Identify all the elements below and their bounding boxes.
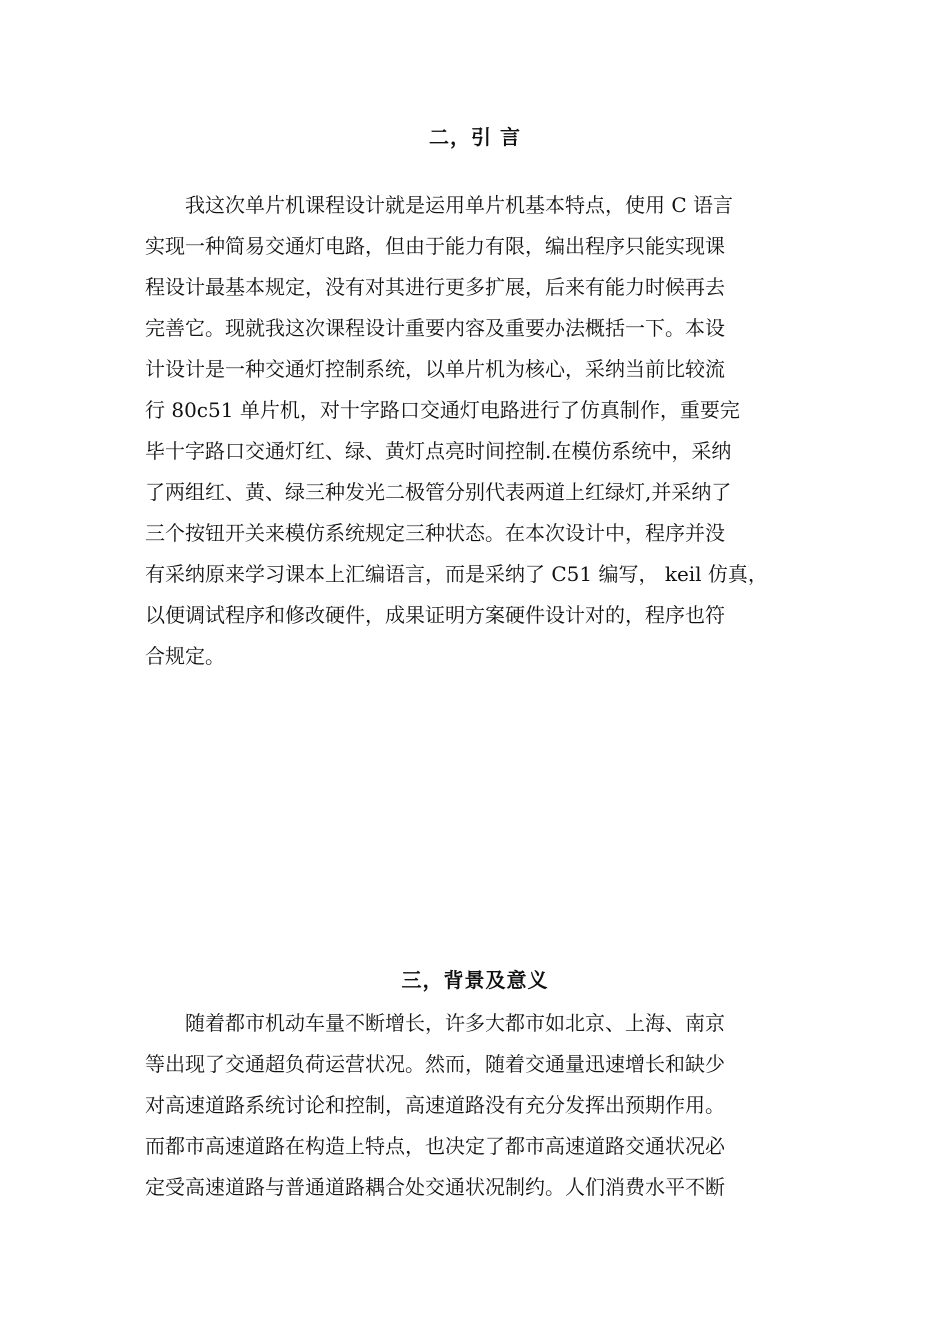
intro-paragraph bbox=[145, 185, 815, 677]
paragraph-line: 而都市高速道路在构造上特点，也决定了都市高速道路交通状况必 bbox=[145, 1134, 725, 1158]
background-paragraph bbox=[145, 1003, 815, 1208]
paragraph-line: 计设计是一种交通灯控制系统，以单片机为核心，采纳当前比较流 bbox=[145, 357, 725, 381]
section-heading-background: 三，背景及意义 bbox=[401, 968, 549, 992]
paragraph-line: 三个按钮开关来模仿系统规定三种状态。在本次设计中，程序并没 bbox=[145, 521, 725, 545]
paragraph-line: 以便调试程序和修改硬件，成果证明方案硬件设计对的，程序也符 bbox=[145, 603, 725, 627]
paragraph-line: 我这次单片机课程设计就是运用单片机基本特点，使用 C 语言 bbox=[145, 193, 734, 217]
paragraph-line: 等出现了交通超负荷运营状况。然而，随着交通量迅速增长和缺少 bbox=[145, 1052, 725, 1076]
paragraph-line: 定受高速道路与普通道路耦合处交通状况制约。人们消费水平不断 bbox=[145, 1175, 725, 1199]
paragraph-line: 有采纳原来学习课本上汇编语言，而是采纳了 C51 编写， keil 仿真， bbox=[145, 562, 768, 586]
paragraph-line: 完善它。现就我这次课程设计重要内容及重要办法概括一下。本设 bbox=[145, 316, 725, 340]
paragraph-line: 对高速道路系统讨论和控制，高速道路没有充分发挥出预期作用。 bbox=[145, 1093, 725, 1117]
paragraph-line: 实现一种简易交通灯电路，但由于能力有限，编出程序只能实现课 bbox=[145, 234, 725, 258]
paragraph-line: 合规定。 bbox=[145, 644, 225, 668]
paragraph-line: 了两组红、黄、绿三种发光二极管分别代表两道上红绿灯,并采纳了 bbox=[145, 480, 732, 504]
section-heading-intro: 二，引 言 bbox=[429, 125, 521, 149]
paragraph-line: 随着都市机动车量不断增长，许多大都市如北京、上海、南京 bbox=[145, 1011, 725, 1035]
paragraph-line: 毕十字路口交通灯红、绿、黄灯点亮时间控制.在模仿系统中，采纳 bbox=[145, 439, 732, 463]
paragraph-line: 行 80c51 单片机，对十字路口交通灯电路进行了仿真制作，重要完 bbox=[145, 398, 740, 422]
paragraph-line: 程设计最基本规定，没有对其进行更多扩展，后来有能力时候再去 bbox=[145, 275, 725, 299]
